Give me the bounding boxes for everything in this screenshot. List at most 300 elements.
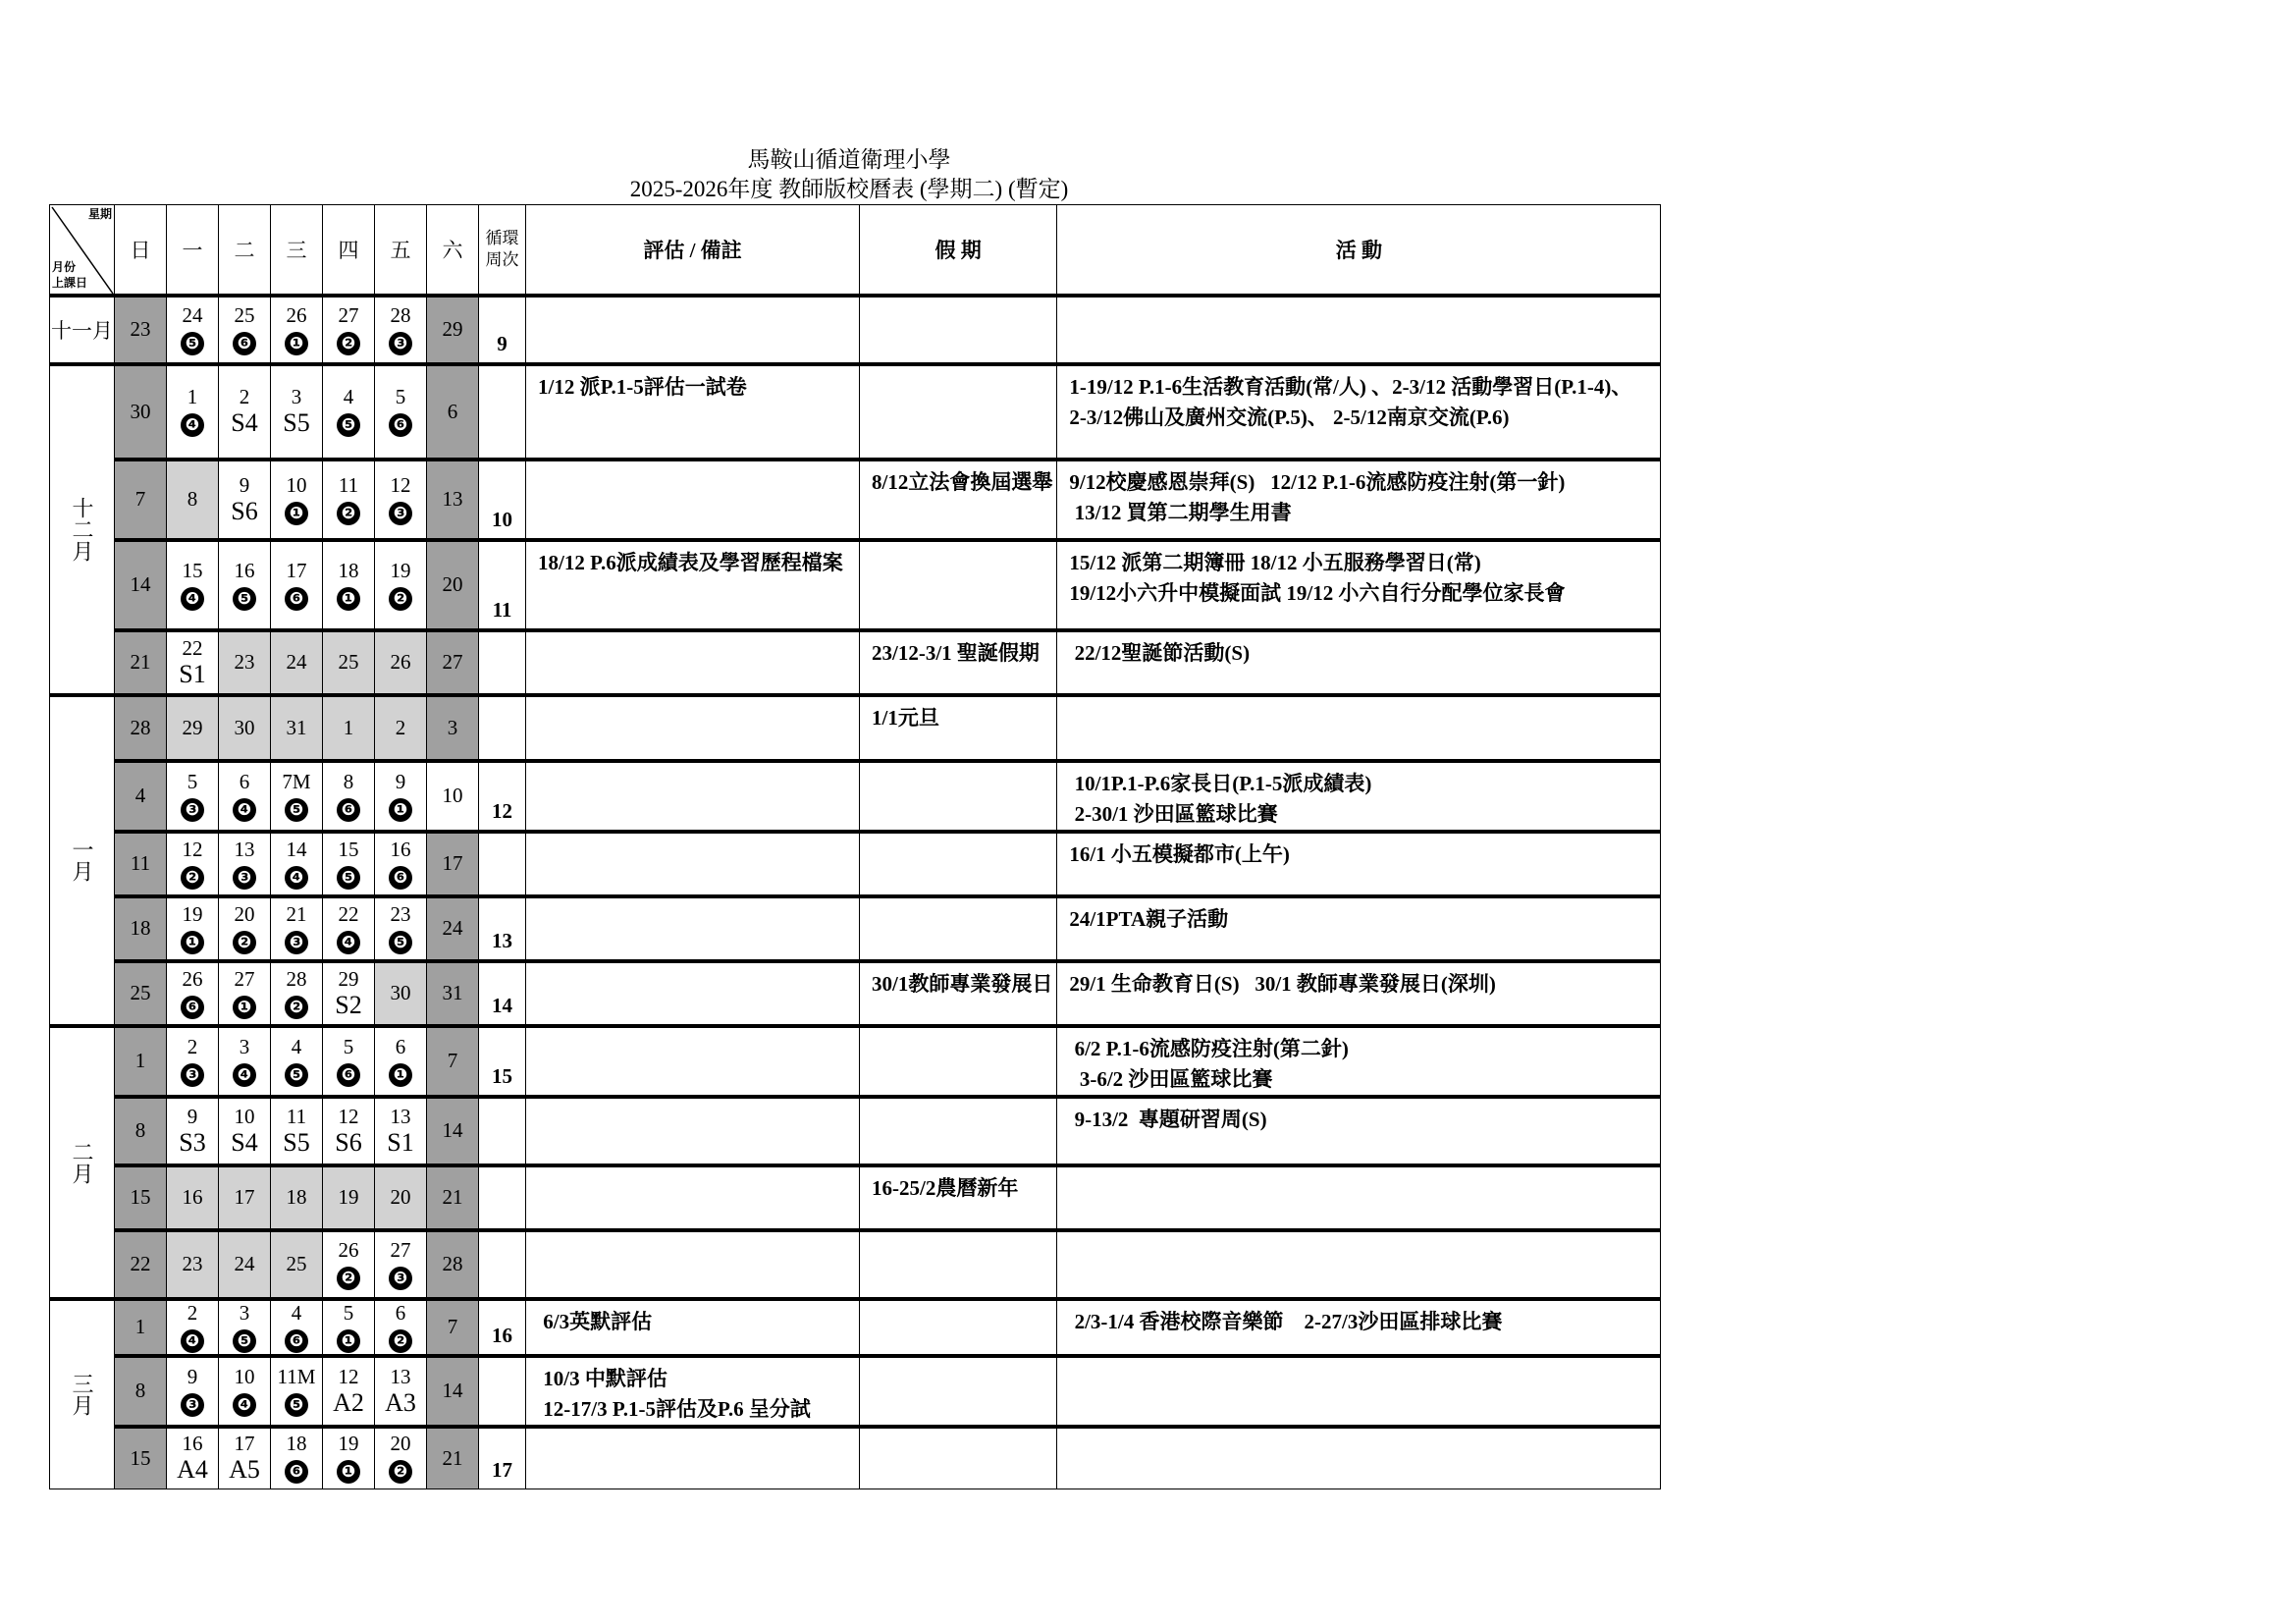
cycle-day-icon: ❶ <box>285 332 308 355</box>
day-cell <box>167 630 219 695</box>
day-number: 8 <box>134 1118 146 1142</box>
activity-note <box>1057 1427 1661 1489</box>
cycle-day <box>219 861 270 891</box>
day-number: 28 <box>390 302 411 327</box>
cycle-day-icon: ❹ <box>233 1063 256 1087</box>
day-number: 25 <box>286 1252 307 1275</box>
cycle-week-number: 9 <box>479 296 526 364</box>
cycle-day <box>323 408 374 438</box>
activity-note-line: 22/12聖誕節活動(S) <box>1069 640 1251 665</box>
day-number: 14 <box>442 1379 463 1402</box>
cycle-day-icon: ❺ <box>233 1329 256 1353</box>
day-number: 26 <box>390 650 411 674</box>
day-cell <box>375 961 427 1026</box>
cycle-week-number <box>479 1165 526 1230</box>
cycle-day-icon: ❹ <box>233 1393 256 1417</box>
cycle-day <box>271 327 322 356</box>
day-cell <box>375 460 427 540</box>
month-label: 十二月 <box>70 497 94 562</box>
cycle-day <box>323 1455 374 1485</box>
day-cell <box>375 540 427 630</box>
cycle-day-icon: ❺ <box>285 1393 308 1417</box>
cycle-day-icon: ❻ <box>285 1460 308 1484</box>
cycle-day-icon: ❻ <box>389 413 412 437</box>
day-number: 16 <box>390 837 411 861</box>
special-day-code: S1 <box>387 1127 414 1157</box>
header-row <box>50 205 1661 296</box>
month-cell <box>50 1299 115 1489</box>
cycle-day-icon: ❹ <box>181 587 204 611</box>
day-cell <box>271 630 323 695</box>
cycle-day <box>271 793 322 823</box>
day-cell <box>115 1427 167 1489</box>
cycle-week-number <box>479 832 526 896</box>
cycle-week-header: 循環周次 <box>479 205 526 296</box>
cycle-day-icon: ❶ <box>285 502 308 525</box>
day-cell <box>167 1230 219 1299</box>
day-number: 27 <box>234 966 255 991</box>
cycle-day-icon: ❸ <box>233 866 256 890</box>
cycle-week-number <box>479 1230 526 1299</box>
cycle-day <box>271 582 322 612</box>
activity-note <box>1057 1097 1661 1165</box>
activity-note <box>1057 961 1661 1026</box>
day-cell <box>323 630 375 695</box>
day-number: 27 <box>338 302 359 327</box>
activity-note <box>1057 1230 1661 1299</box>
day-cell <box>167 1026 219 1097</box>
day-cell <box>375 364 427 460</box>
week-row <box>50 761 1661 832</box>
day-number: 23 <box>234 650 255 674</box>
assessment-note <box>526 460 860 540</box>
special-day-code: A5 <box>229 1455 260 1485</box>
special-day-code: S6 <box>335 1127 362 1157</box>
assessment-note-line: 6/3英默評估 <box>538 1309 653 1333</box>
day-number: 30 <box>390 981 411 1004</box>
cycle-day <box>271 1325 322 1354</box>
corner-month-label: 月份 <box>52 260 77 274</box>
week-row <box>50 832 1661 896</box>
cycle-day-icon: ❻ <box>285 587 308 611</box>
activity-note-line: 6/2 P.1-6流感防疫注射(第二針) <box>1069 1036 1349 1060</box>
day-cell <box>427 630 479 695</box>
day-number: 19 <box>338 1432 359 1456</box>
day-number: 10 <box>442 784 463 807</box>
cycle-day <box>375 1262 426 1291</box>
weekday-header-mon: 一 <box>167 205 219 296</box>
day-number: 15 <box>182 558 203 582</box>
cycle-day <box>167 327 218 356</box>
cycle-day <box>375 582 426 612</box>
day-number: 3 <box>239 1034 250 1058</box>
day-cell <box>219 1427 271 1489</box>
cycle-day <box>323 1325 374 1354</box>
cycle-day-icon: ❸ <box>389 332 412 355</box>
weekday-header-fri: 五 <box>375 205 427 296</box>
day-cell <box>167 1356 219 1427</box>
day-cell <box>375 1427 427 1489</box>
activity-note <box>1057 364 1661 460</box>
special-day-code: S3 <box>179 1127 206 1157</box>
day-cell <box>167 896 219 961</box>
cycle-day-icon: ❺ <box>285 1063 308 1087</box>
cycle-day-icon: ❷ <box>233 931 256 954</box>
holiday-note <box>860 1097 1057 1165</box>
cycle-day-icon: ❻ <box>233 332 256 355</box>
cycle-day <box>323 1262 374 1291</box>
day-cell <box>271 540 323 630</box>
special-day-code: S5 <box>283 1127 310 1157</box>
special-day-code: S2 <box>335 990 362 1019</box>
special-day-code: A3 <box>385 1387 416 1417</box>
cycle-day <box>323 327 374 356</box>
day-cell <box>115 630 167 695</box>
day-number: 5 <box>187 769 198 793</box>
day-number: 18 <box>130 916 151 940</box>
assessment-note-line: 1/12 派P.1-5評估一試卷 <box>538 374 747 399</box>
day-cell <box>427 460 479 540</box>
day-cell <box>271 1427 323 1489</box>
day-number: 24 <box>182 302 203 327</box>
week-row <box>50 1356 1661 1427</box>
cycle-day <box>271 861 322 891</box>
cycle-day-icon: ❷ <box>181 866 204 890</box>
holiday-note <box>860 630 1057 695</box>
activity-note-line: 10/1P.1-P.6家長日(P.1-5派成績表) <box>1069 771 1372 795</box>
day-number: 12 <box>338 1104 359 1128</box>
day-number: 5 <box>343 1300 354 1325</box>
month-label: 三月 <box>70 1373 94 1417</box>
cycle-day <box>219 1388 270 1418</box>
holiday-note <box>860 1427 1057 1489</box>
cycle-day <box>219 1325 270 1354</box>
holiday-note-line: 30/1教師專業發展日 <box>872 971 1053 996</box>
assessment-note-line: 12-17/3 P.1-5評估及P.6 呈分試 <box>538 1396 811 1421</box>
cycle-day-icon: ❷ <box>337 332 360 355</box>
day-number: 26 <box>182 966 203 991</box>
day-cell <box>115 896 167 961</box>
day-cell <box>323 540 375 630</box>
week-row <box>50 1299 1661 1356</box>
day-cell <box>427 540 479 630</box>
day-cell <box>219 460 271 540</box>
day-cell <box>323 961 375 1026</box>
day-cell <box>375 695 427 761</box>
assessment-note <box>526 630 860 695</box>
day-number: 23 <box>390 901 411 926</box>
holiday-note-line: 16-25/2農曆新年 <box>872 1175 1019 1200</box>
day-cell <box>219 296 271 364</box>
cycle-day-icon: ❺ <box>233 587 256 611</box>
cycle-day-icon: ❺ <box>337 413 360 437</box>
day-number: 13 <box>390 1104 411 1128</box>
day-cell <box>219 961 271 1026</box>
day-cell <box>323 1165 375 1230</box>
day-number: 23 <box>130 317 151 341</box>
day-number: 13 <box>234 837 255 861</box>
week-row <box>50 460 1661 540</box>
day-cell <box>167 695 219 761</box>
cycle-week-number <box>479 695 526 761</box>
holiday-note <box>860 1356 1057 1427</box>
cycle-day <box>219 582 270 612</box>
cycle-day-icon: ❻ <box>181 996 204 1019</box>
day-cell <box>323 1299 375 1356</box>
day-number: 8 <box>187 487 198 511</box>
holiday-note <box>860 832 1057 896</box>
month-label: 一月 <box>70 839 94 882</box>
day-number: 22 <box>130 1252 151 1275</box>
day-cell <box>375 630 427 695</box>
week-row <box>50 540 1661 630</box>
assessment-note <box>526 896 860 961</box>
activity-note-line: 15/12 派第二期簿冊 18/12 小五服務學習日(常) <box>1069 550 1481 574</box>
day-number: 18 <box>286 1185 307 1209</box>
assessment-note <box>526 1165 860 1230</box>
day-number: 15 <box>130 1185 151 1209</box>
cycle-day <box>219 991 270 1020</box>
day-number: 24 <box>286 650 307 674</box>
holiday-note <box>860 695 1057 761</box>
day-cell <box>167 540 219 630</box>
day-cell <box>427 761 479 832</box>
month-label: 二月 <box>70 1140 94 1184</box>
day-cell <box>323 364 375 460</box>
cycle-day-icon: ❹ <box>285 866 308 890</box>
week-row <box>50 695 1661 761</box>
day-cell <box>219 761 271 832</box>
weekday-header-wed: 三 <box>271 205 323 296</box>
day-number: 13 <box>442 487 463 511</box>
day-cell <box>323 832 375 896</box>
day-cell <box>271 1356 323 1427</box>
day-number: 31 <box>442 981 463 1004</box>
day-cell <box>115 1097 167 1165</box>
day-cell <box>323 761 375 832</box>
special-day-code: A4 <box>177 1455 208 1485</box>
holiday-note <box>860 1165 1057 1230</box>
activity-note <box>1057 832 1661 896</box>
cycle-day-icon: ❷ <box>337 1267 360 1290</box>
day-number: 20 <box>234 901 255 926</box>
special-day-code: S6 <box>231 496 258 525</box>
day-number: 28 <box>286 966 307 991</box>
cycle-day-icon: ❺ <box>389 931 412 954</box>
activity-note <box>1057 540 1661 630</box>
day-number: 25 <box>338 650 359 674</box>
day-cell <box>219 1026 271 1097</box>
day-number: 21 <box>442 1185 463 1209</box>
cycle-day <box>271 991 322 1020</box>
activity-note-line: 13/12 買第二期學生用書 <box>1069 500 1292 524</box>
activity-note <box>1057 1026 1661 1097</box>
special-day-code: S5 <box>283 408 310 437</box>
day-cell <box>427 695 479 761</box>
day-cell <box>323 1356 375 1427</box>
activity-note <box>1057 695 1661 761</box>
cycle-day <box>375 926 426 955</box>
cycle-day <box>271 1455 322 1485</box>
day-cell <box>115 761 167 832</box>
day-cell <box>115 1165 167 1230</box>
day-number: 12 <box>390 472 411 497</box>
day-number: 2 <box>239 385 250 408</box>
day-number: 1 <box>134 1049 146 1072</box>
day-cell <box>219 896 271 961</box>
holiday-note <box>860 296 1057 364</box>
day-cell <box>323 1427 375 1489</box>
holiday-note-line: 23/12-3/1 聖誕假期 <box>872 640 1040 665</box>
week-row <box>50 630 1661 695</box>
cycle-day <box>271 497 322 526</box>
day-number: 30 <box>234 715 255 739</box>
day-number: 17 <box>286 558 307 582</box>
day-number: 14 <box>442 1118 463 1142</box>
assessment-note <box>526 1097 860 1165</box>
day-number: 1 <box>343 715 354 739</box>
day-cell <box>427 1356 479 1427</box>
cycle-day <box>323 861 374 891</box>
day-cell <box>323 1097 375 1165</box>
cycle-day <box>375 497 426 526</box>
holiday-note <box>860 761 1057 832</box>
activity-note <box>1057 761 1661 832</box>
day-number: 14 <box>130 572 151 596</box>
activity-note <box>1057 630 1661 695</box>
cycle-day-icon: ❶ <box>389 798 412 822</box>
corner-weekday-label: 星期 <box>87 207 112 221</box>
cycle-day <box>375 1058 426 1088</box>
cycle-day <box>167 408 218 438</box>
month-cell <box>50 695 115 1026</box>
week-row <box>50 364 1661 460</box>
cycle-day-icon: ❷ <box>389 1460 412 1484</box>
day-number: 26 <box>338 1237 359 1262</box>
day-cell <box>219 1165 271 1230</box>
activity-note <box>1057 460 1661 540</box>
special-day-code: S4 <box>231 1127 258 1157</box>
day-number: 22 <box>338 901 359 926</box>
cycle-day <box>323 497 374 526</box>
day-cell <box>271 1299 323 1356</box>
cycle-day-icon: ❷ <box>285 996 308 1019</box>
day-cell <box>271 1165 323 1230</box>
cycle-week-number <box>479 630 526 695</box>
day-number: 19 <box>390 558 411 582</box>
day-number: 11 <box>286 1104 307 1128</box>
week-row <box>50 896 1661 961</box>
day-number: 30 <box>130 399 151 423</box>
cycle-day-icon: ❶ <box>337 1329 360 1353</box>
day-number: 11 <box>130 851 151 875</box>
activity-note-line: 2/3-1/4 香港校際音樂節 2-27/3沙田區排球比賽 <box>1069 1309 1503 1333</box>
cycle-day-icon: ❹ <box>337 931 360 954</box>
day-cell <box>219 1097 271 1165</box>
day-number: 7 <box>134 487 146 511</box>
day-number: 6 <box>395 1034 406 1058</box>
activity-header: 活 動 <box>1057 205 1661 296</box>
day-cell <box>219 540 271 630</box>
day-cell <box>167 1299 219 1356</box>
day-cell <box>271 761 323 832</box>
cycle-day-icon: ❸ <box>181 1393 204 1417</box>
cycle-day-icon: ❺ <box>337 866 360 890</box>
activity-note-line: 29/1 生命教育日(S) 30/1 教師專業發展日(深圳) <box>1069 971 1496 996</box>
month-cell <box>50 364 115 695</box>
day-cell <box>167 364 219 460</box>
cycle-day <box>167 793 218 823</box>
cycle-week-number: 16 <box>479 1299 526 1356</box>
day-number: 10 <box>234 1364 255 1388</box>
day-number: 6 <box>395 1300 406 1325</box>
cycle-day-icon: ❸ <box>181 798 204 822</box>
day-number: 21 <box>442 1445 463 1470</box>
assessment-note <box>526 832 860 896</box>
activity-note-line: 24/1PTA親子活動 <box>1069 906 1229 931</box>
activity-note <box>1057 1165 1661 1230</box>
corner-schoolday-label: 上課日 <box>52 276 88 290</box>
day-number: 29 <box>182 715 203 739</box>
day-cell <box>115 296 167 364</box>
school-calendar-table <box>49 204 1661 1489</box>
assessment-note <box>526 1427 860 1489</box>
cycle-week-number: 17 <box>479 1427 526 1489</box>
week-row <box>50 1097 1661 1165</box>
day-cell <box>271 695 323 761</box>
day-number: 12 <box>338 1364 359 1388</box>
day-cell <box>323 695 375 761</box>
cycle-day-icon: ❸ <box>285 931 308 954</box>
day-cell <box>115 364 167 460</box>
day-cell <box>427 1299 479 1356</box>
cycle-day-icon: ❹ <box>181 1329 204 1353</box>
cycle-day-icon: ❻ <box>337 798 360 822</box>
day-number: 18 <box>338 558 359 582</box>
cycle-day-icon: ❷ <box>337 502 360 525</box>
day-cell <box>167 296 219 364</box>
day-number: 24 <box>234 1252 255 1275</box>
day-cell <box>271 364 323 460</box>
activity-note-line: 19/12小六升中模擬面試 19/12 小六自行分配學位家長會 <box>1069 580 1566 605</box>
day-number: 29 <box>338 966 359 991</box>
assessment-note <box>526 1230 860 1299</box>
cycle-day-icon: ❸ <box>389 1267 412 1290</box>
week-row <box>50 296 1661 364</box>
cycle-day <box>219 1058 270 1088</box>
cycle-day-icon: ❺ <box>181 332 204 355</box>
cycle-day-icon: ❷ <box>389 587 412 611</box>
day-number: 13 <box>390 1364 411 1388</box>
day-number: 3 <box>291 385 302 408</box>
activity-note-line: 2-3/12佛山及廣州交流(P.5)、 2-5/12南京交流(P.6) <box>1069 405 1510 429</box>
day-cell <box>115 1230 167 1299</box>
cycle-day <box>323 926 374 955</box>
day-number: 21 <box>286 901 307 926</box>
day-number: 29 <box>442 317 463 341</box>
weekday-header-sat: 六 <box>427 205 479 296</box>
day-number: 3 <box>447 715 458 739</box>
cycle-day-icon: ❹ <box>233 798 256 822</box>
day-cell <box>219 1299 271 1356</box>
corner-header-cell <box>50 205 115 296</box>
weekday-header-thu: 四 <box>323 205 375 296</box>
day-cell <box>427 896 479 961</box>
assessment-note <box>526 540 860 630</box>
day-number: 6 <box>447 399 458 423</box>
day-cell <box>167 1097 219 1165</box>
day-cell <box>427 961 479 1026</box>
